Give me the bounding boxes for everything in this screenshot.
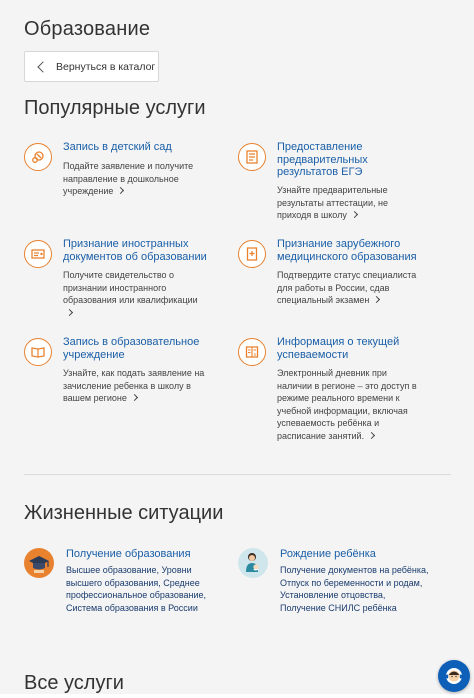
life-link[interactable]: профессиональное образование,	[66, 590, 207, 601]
chevron-right-icon[interactable]	[351, 211, 358, 218]
desc-line: Электронный дневник при	[277, 368, 387, 378]
medical-document-icon	[238, 240, 266, 268]
grades-book-icon	[238, 338, 266, 366]
life-link[interactable]: Система образования в России	[66, 602, 198, 613]
service-desc	[277, 367, 437, 443]
service-title-line: учреждение	[63, 348, 125, 361]
desc-line: Подайте заявление и получите	[63, 161, 194, 171]
document-ege-icon	[238, 143, 266, 171]
desc-line: успеваемость ребёнка и	[277, 418, 380, 429]
diploma-icon	[24, 240, 52, 268]
service-title-link[interactable]	[63, 141, 223, 154]
all-services-title: Все услуги	[24, 672, 124, 694]
service-title-line: успеваемости	[277, 348, 349, 361]
desc-line: Подтвердите статус специалиста	[277, 270, 417, 280]
desc-line: наличии в регионе – это доступ в	[277, 380, 417, 391]
service-title-line: Признание иностранных	[63, 238, 189, 250]
open-book-icon	[24, 338, 52, 366]
mother-baby-icon	[238, 548, 268, 578]
life-links	[66, 564, 231, 614]
desc-line: учебной информации, включая	[277, 405, 408, 416]
service-title-line: предварительных	[277, 153, 368, 166]
life-link[interactable]: Получение СНИЛС ребёнка	[280, 602, 397, 613]
service-title-line: Признание зарубежного	[277, 238, 401, 250]
chevron-left-icon	[37, 61, 48, 72]
desc-line: расписание занятий.	[277, 430, 365, 441]
desc-line: приходя в школу	[277, 210, 347, 221]
popular-services-title: Популярные услуги	[24, 97, 206, 119]
service-title-line: документов об образовании	[63, 250, 207, 263]
bottom-bar	[0, 694, 474, 698]
life-title-link[interactable]: Рождение ребёнка	[280, 548, 376, 560]
life-link[interactable]: высшего образования, Среднее	[66, 577, 200, 588]
chat-assistant-button[interactable]	[438, 660, 470, 692]
section-divider	[24, 474, 451, 475]
desc-line: режиме реального времени к	[277, 393, 400, 404]
life-situations-title: Жизненные ситуации	[24, 502, 224, 524]
svg-text:5: 5	[253, 351, 257, 357]
chevron-right-icon[interactable]	[117, 187, 124, 194]
service-desc	[277, 269, 437, 307]
graduation-cap-icon	[24, 548, 54, 578]
back-to-catalog-button[interactable]	[24, 51, 159, 82]
life-link[interactable]: Установление отцовства,	[280, 590, 386, 601]
life-link[interactable]: Высшее образование, Уровни	[66, 565, 192, 575]
desc-line: специальный экзамен	[277, 295, 370, 306]
life-links	[280, 564, 445, 614]
life-link[interactable]: Отпуск по беременности и родам,	[280, 577, 423, 588]
back-to-catalog-label: Вернуться в каталог	[56, 60, 156, 73]
service-title-line: медицинского образования	[277, 250, 417, 263]
service-title-link[interactable]	[277, 238, 437, 263]
service-title-line: Предоставление	[277, 141, 363, 153]
chevron-right-icon[interactable]	[373, 296, 380, 303]
desc-line: Узнайте предварительные	[277, 185, 388, 195]
service-title-link[interactable]	[63, 336, 223, 361]
chevron-right-icon[interactable]	[368, 432, 375, 439]
service-title-link[interactable]	[63, 238, 223, 263]
desc-line: Узнайте, как подать заявление на	[63, 368, 205, 378]
life-title-link[interactable]: Получение образования	[66, 548, 191, 560]
desc-line: признании иностранного	[63, 282, 167, 293]
service-title-link[interactable]	[277, 336, 437, 361]
service-title-line: результатов ЕГЭ	[277, 166, 363, 178]
desc-line: направление в дошкольное	[63, 173, 179, 184]
service-desc	[63, 160, 223, 198]
service-title-line: Запись в детский сад	[63, 141, 172, 153]
desc-line: учреждение	[63, 186, 114, 197]
service-title-line: Информация о текущей	[277, 336, 400, 348]
chevron-right-icon[interactable]	[131, 394, 138, 401]
service-desc	[277, 184, 437, 222]
desc-line: Получите свидетельство о	[63, 270, 175, 280]
service-title-link[interactable]	[277, 141, 437, 179]
chevron-right-icon[interactable]	[66, 309, 73, 316]
service-desc	[63, 367, 223, 405]
service-title-line: Запись в образовательное	[63, 336, 200, 348]
desc-line: результаты аттестации, не	[277, 197, 388, 208]
desc-line: для работы в России, сдав	[277, 282, 390, 293]
desc-line: вашем регионе	[63, 393, 127, 404]
service-desc	[63, 269, 223, 319]
chat-assistant-icon	[442, 664, 466, 688]
desc-line: образования или квалификации	[63, 295, 198, 306]
page-title: Образование	[24, 18, 151, 40]
pacifier-icon	[24, 143, 52, 171]
life-link[interactable]: Получение документов на ребёнка,	[280, 565, 429, 575]
desc-line: зачисление ребенка в школу в	[63, 380, 191, 391]
